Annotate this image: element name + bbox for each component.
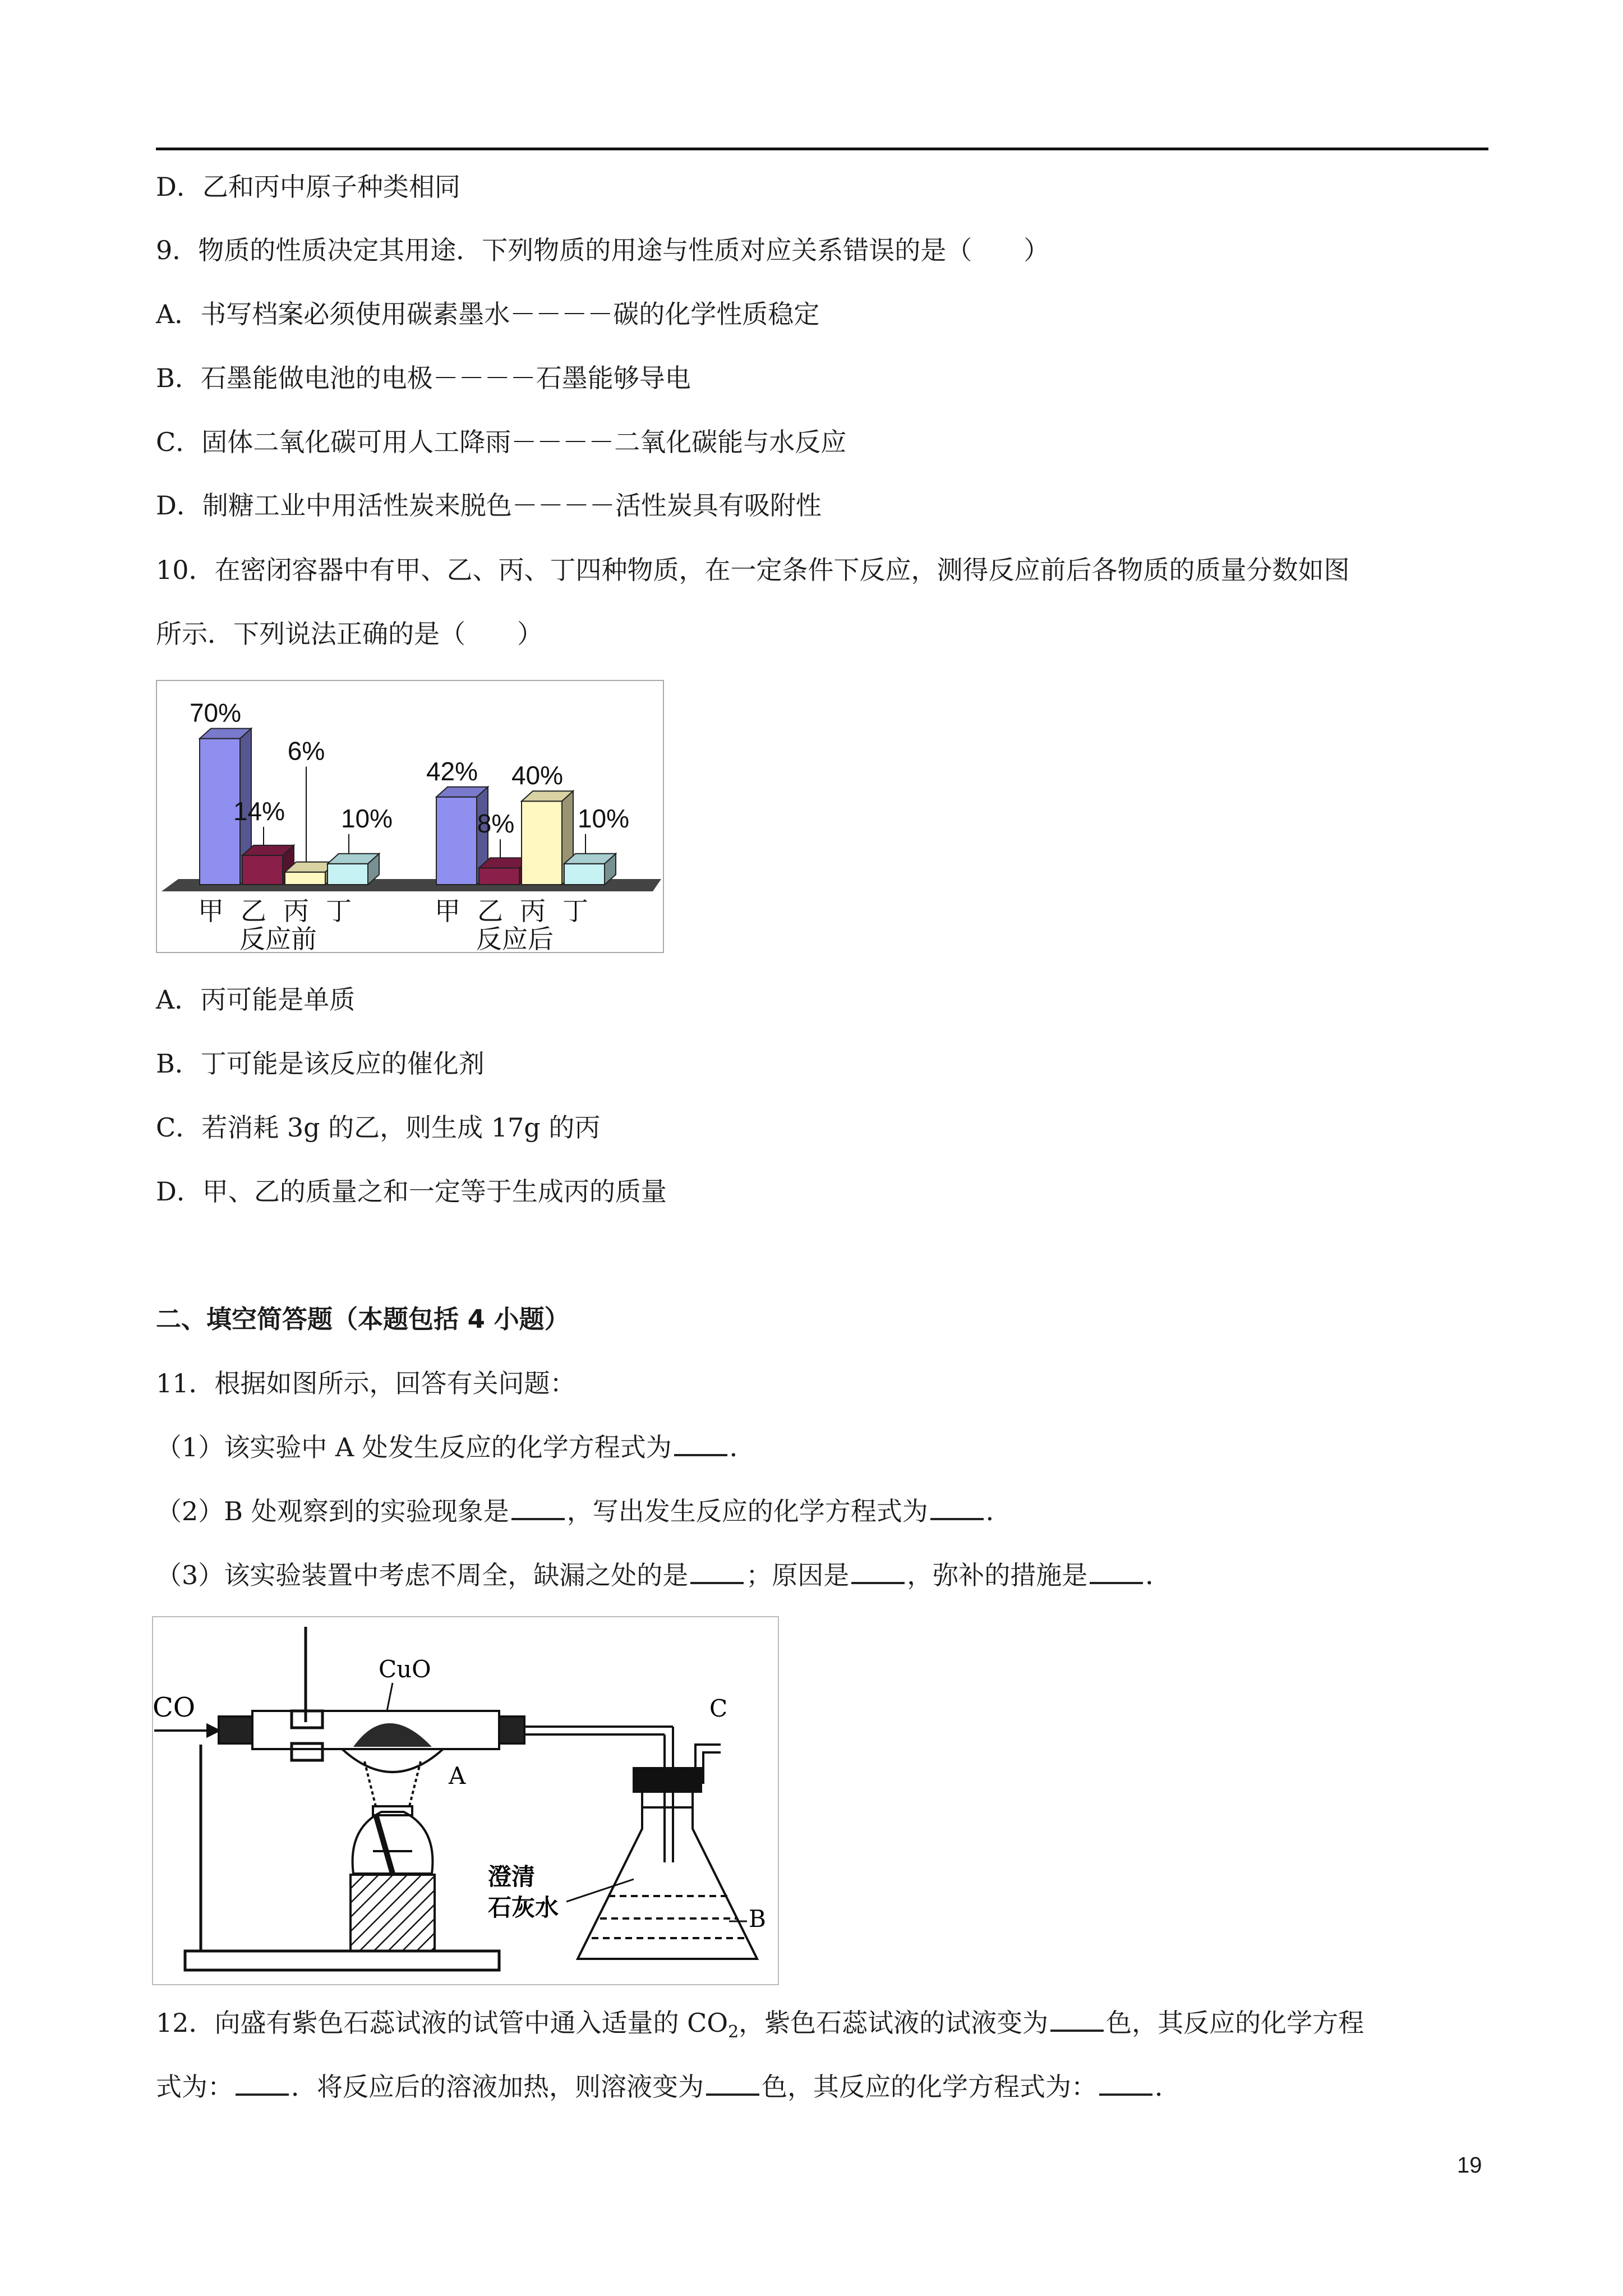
answer-blank[interactable]: [236, 2072, 289, 2096]
chart-data-label: 8%: [477, 809, 515, 839]
q11-part2: [156, 1494, 1012, 1528]
chart-category-label: 丁: [562, 896, 588, 926]
q12-l2-text-a: 式为：: [156, 2072, 233, 2102]
q10-option-a: A．丙可能是单质: [156, 984, 356, 1015]
diagram-border: [153, 1617, 778, 1985]
chart-data-label: 10%: [340, 803, 393, 833]
q11-p2-text-a: （2）B 处观察到的实验现象是: [156, 1496, 509, 1526]
chart-data-label: 10%: [577, 803, 630, 833]
q11-p3-text-c: ，弥补的措施是: [907, 1560, 1088, 1590]
answer-blank[interactable]: [511, 1497, 565, 1520]
chart-group-label: 反应后: [476, 924, 554, 953]
page-number: 19: [1457, 2153, 1482, 2178]
chart-category-label: 乙: [241, 896, 266, 926]
q12-co2-subscript: 2: [728, 2022, 739, 2042]
chart-data-label: 6%: [287, 736, 325, 766]
q11-p2-text-c: ．: [985, 1496, 1012, 1526]
chart-bar: [436, 797, 477, 885]
chart-category-label: 丙: [520, 896, 546, 926]
q9-option-a: A．书写档案必须使用碳素墨水－－－－碳的化学性质稳定: [156, 299, 820, 329]
q11-part1: [156, 1430, 755, 1464]
q10-stem-line1: 10．在密闭容器中有甲、乙、丙、丁四种物质，在一定条件下反应，测得反应前后各物质的质量分数如图: [156, 555, 1350, 585]
q10-option-c: C．若消耗 3g 的乙，则生成 17g 的丙: [156, 1112, 601, 1143]
chart-category-label: 丁: [326, 896, 352, 926]
q11-p3-text-b: ；原因是: [746, 1560, 850, 1590]
answer-blank[interactable]: [1090, 1561, 1143, 1584]
q12-l1-text-a: 12．向盛有紫色石蕊试液的试管中通入适量的 CO: [156, 2008, 728, 2038]
chart-data-label: 42%: [426, 756, 478, 786]
q11-p1-text-a: （1）该实验中 A 处发生反应的化学方程式为: [156, 1432, 672, 1462]
q9-option-b: B．石墨能做电池的电极－－－－石墨能够导电: [156, 363, 691, 393]
chart-bar: [242, 855, 283, 885]
q12-line1: [156, 2006, 1364, 2049]
q12-l2-text-d: ．: [1155, 2072, 1181, 2102]
bar-chart-figure: [156, 680, 664, 953]
q10-option-b: B．丁可能是该反应的催化剂: [156, 1048, 485, 1079]
chart-bar: [522, 801, 562, 885]
q9-option-c: C．固体二氧化碳可用人工降雨－－－－二氧化碳能与水反应: [156, 427, 847, 457]
q12-l2-text-c: 色，其反应的化学方程式为：: [762, 2072, 1097, 2102]
q11-stem: 11．根据如图所示，回答有关问题：: [156, 1368, 576, 1398]
chart-bar: [285, 872, 325, 885]
lamp-stand-block: [351, 1875, 435, 1951]
q11-p3-text-d: ．: [1145, 1560, 1172, 1590]
co-label: CO: [153, 1692, 196, 1723]
q9-stem: 9．物质的性质决定其用途．下列物质的用途与性质对应关系错误的是（ ）: [156, 235, 1050, 265]
q11-p3-text-a: （3）该实验装置中考虑不周全，缺漏之处的是: [156, 1560, 689, 1590]
q11-p1-text-b: ．: [729, 1432, 755, 1462]
q12-l1-text-b: ，紫色石蕊试液的试液变为: [739, 2008, 1049, 2038]
label-a: A: [449, 1762, 466, 1789]
answer-blank[interactable]: [674, 1433, 727, 1456]
q12-l2-text-b: ．将反应后的溶液加热，则溶液变为: [291, 2072, 704, 2102]
answer-blank[interactable]: [851, 1561, 905, 1584]
limewater-label-2: 石灰水: [488, 1894, 559, 1921]
co-reduction-apparatus-diagram: [151, 1616, 780, 1986]
limewater-label-1: 澄清: [488, 1863, 536, 1890]
answer-blank[interactable]: [690, 1561, 744, 1584]
chart-group-label: 反应前: [239, 924, 317, 953]
answer-blank[interactable]: [1050, 2008, 1104, 2032]
label-b: B: [749, 1905, 766, 1932]
chart-category-label: 丙: [283, 896, 309, 926]
q10-stem-line2: 所示．下列说法正确的是（ ）: [156, 619, 543, 649]
answer-blank[interactable]: [930, 1497, 984, 1520]
q11-part3: [156, 1558, 1171, 1592]
q12-line2: [156, 2070, 1181, 2104]
chart-bar: [564, 864, 605, 885]
q10-option-d: D．甲、乙的质量之和一定等于生成丙的质量: [156, 1176, 667, 1207]
chart-category-label: 乙: [477, 896, 503, 926]
chart-bar: [328, 864, 368, 885]
header-rule: [156, 148, 1488, 150]
label-c: C: [709, 1695, 728, 1722]
chart-category-label: 甲: [198, 896, 224, 926]
q12-l1-text-c: 色，其反应的化学方程: [1106, 2008, 1364, 2038]
answer-blank[interactable]: [1099, 2072, 1152, 2096]
chart-data-label: 40%: [511, 761, 564, 790]
chart-bar: [479, 868, 519, 885]
chart-data-label: 70%: [189, 698, 242, 728]
q8-option-d: D．乙和丙中原子种类相同: [156, 172, 460, 202]
q11-p2-text-b: ，写出发生反应的化学方程式为: [566, 1496, 928, 1526]
chart-data-label: 14%: [233, 796, 285, 826]
cuo-label: CuO: [379, 1655, 431, 1683]
section-heading: 二、填空简答题（本题包括 4 小题）: [156, 1304, 570, 1334]
chart-category-label: 甲: [435, 896, 460, 926]
answer-blank[interactable]: [706, 2072, 759, 2096]
q9-option-d: D．制糖工业中用活性炭来脱色－－－－活性炭具有吸附性: [156, 490, 822, 521]
